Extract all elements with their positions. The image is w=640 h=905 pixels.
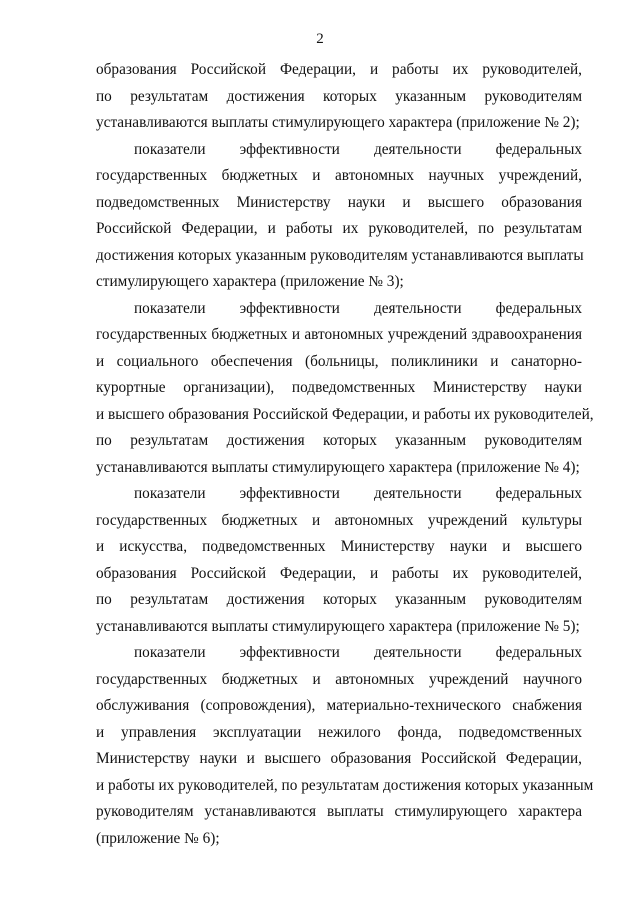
text-line: и искусства, подведомственных Министерству науки и высшего — [96, 538, 582, 555]
text-line: (приложение № 6); — [96, 829, 220, 847]
paragraph-appendix-4 — [96, 296, 594, 482]
text-line: образования Российской Федерации, и работы их руководителей, — [96, 61, 582, 78]
text-line: и управления эксплуатации нежилого фонда, подведомственных — [96, 723, 582, 741]
paragraph-appendix-6 — [96, 640, 594, 852]
document-body — [96, 57, 594, 852]
text-line: Российской Федерации, и работы их руководителей, по результатам — [96, 220, 582, 237]
text-line: и высшего образования Российской Федерации, и работы их руководителей, — [96, 405, 594, 423]
text-line: показатели эффективности деятельности федеральных — [134, 644, 582, 661]
text-line: Министерству науки и высшего образования Российской Федерации, — [96, 750, 582, 767]
text-line: устанавливаются выплаты стимулирующего характера (приложение № 5); — [96, 617, 580, 635]
text-line: и работы их руководителей, по результатам достижения которых указанным — [96, 776, 594, 794]
text-line: государственных бюджетных и автономных научных учреждений, — [96, 167, 582, 184]
text-line: показатели эффективности деятельности федеральных — [134, 485, 582, 502]
text-line: образования Российской Федерации, и работы их руководителей, — [96, 564, 582, 582]
text-line: государственных бюджетных и автономных учреждений здравоохранения — [96, 326, 582, 343]
text-line: по результатам достижения которых указанным руководителям — [96, 591, 582, 608]
text-line: обслуживания (сопровождения), материально-технического снабжения — [96, 697, 582, 714]
text-line: показатели эффективности деятельности федеральных — [134, 140, 582, 158]
text-line: по результатам достижения которых указанным руководителям — [96, 87, 582, 105]
text-line: устанавливаются выплаты стимулирующего характера (приложение № 4); — [96, 458, 580, 476]
text-line: руководителям устанавливаются выплаты стимулирующего характера — [96, 803, 582, 820]
page-number: 2 — [316, 31, 324, 47]
text-line: стимулирующего характера (приложение № 3); — [96, 273, 404, 290]
text-line: по результатам достижения которых указанным руководителям — [96, 432, 582, 449]
text-line: подведомственных Министерству науки и высшего образования — [96, 193, 582, 211]
text-line: государственных бюджетных и автономных учреждений научного — [96, 670, 582, 688]
paragraph-appendix-5 — [96, 481, 582, 640]
text-line: показатели эффективности деятельности федеральных — [134, 299, 582, 317]
text-line: государственных бюджетных и автономных учреждений культуры — [96, 511, 582, 529]
paragraph-appendix-2 — [96, 57, 582, 137]
text-line: курортные организации), подведомственных Министерству науки — [96, 379, 582, 396]
paragraph-appendix-3 — [96, 137, 582, 296]
text-line: устанавливаются выплаты стимулирующего характера (приложение № 2); — [96, 114, 580, 131]
text-line: достижения которых указанным руководителям устанавливаются выплаты — [96, 246, 584, 264]
text-line: и социального обеспечения (больницы, поликлиники и санаторно- — [96, 352, 582, 370]
